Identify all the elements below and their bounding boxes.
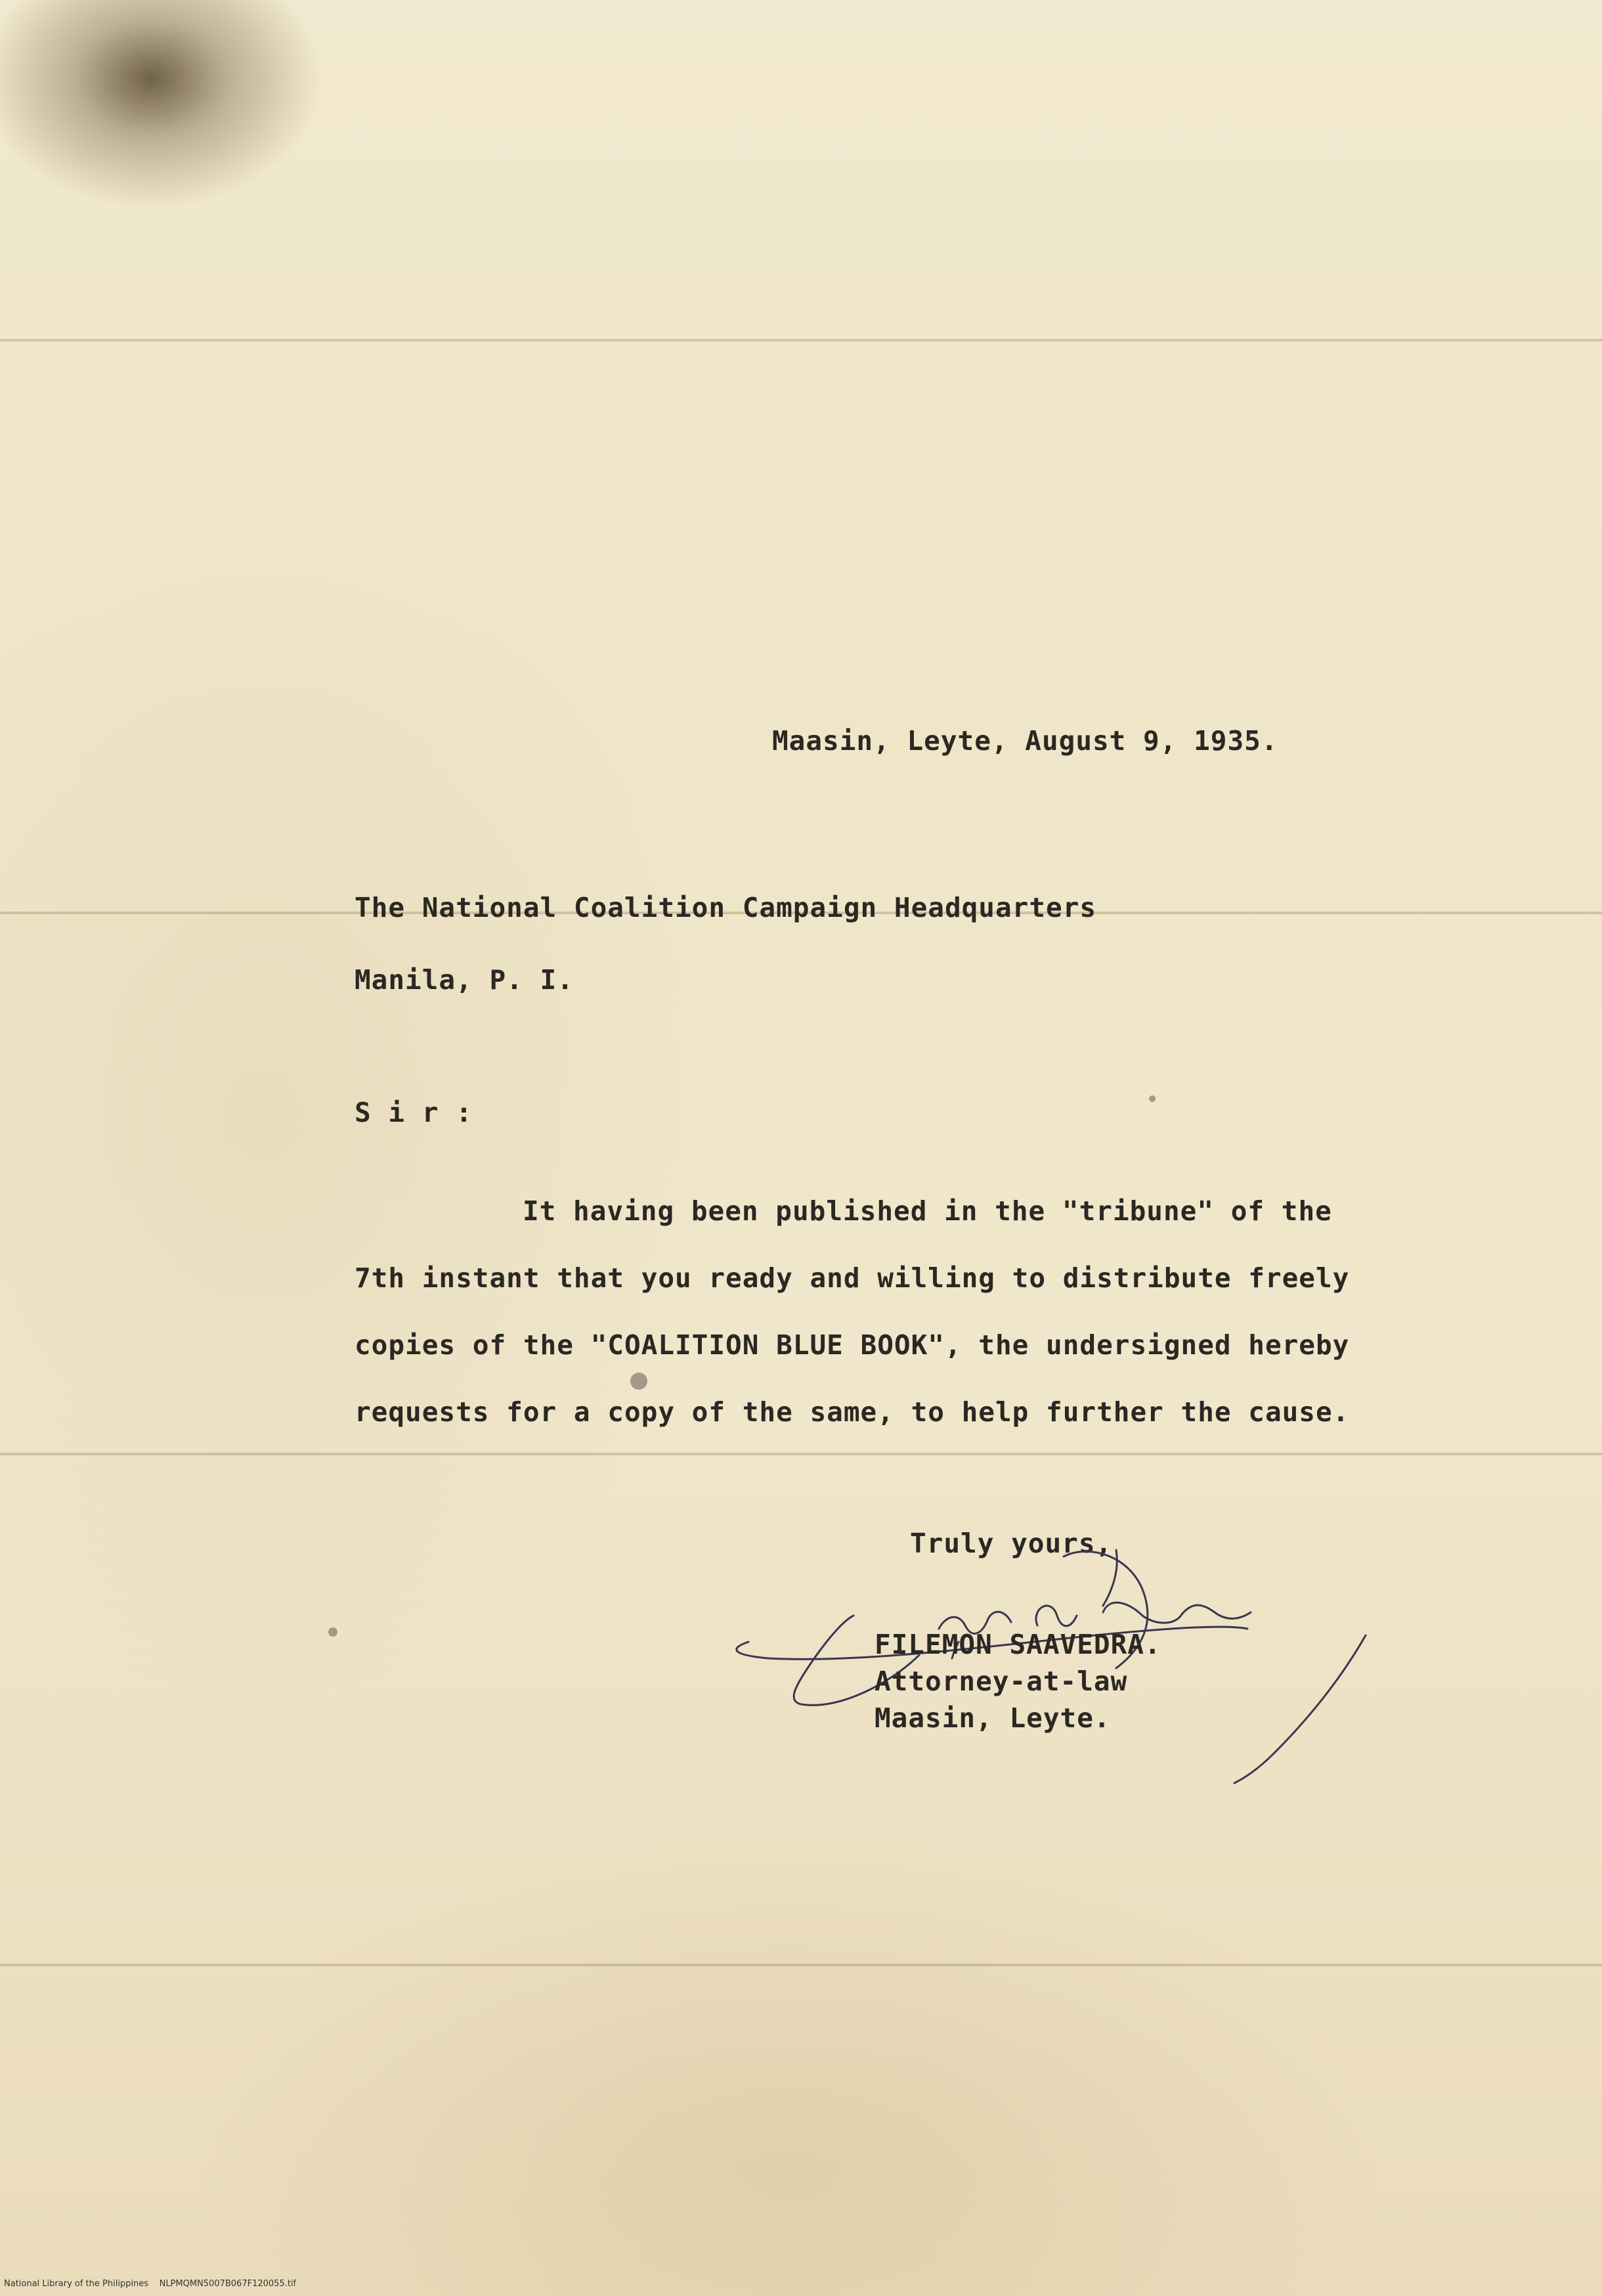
paper-fold-line [0, 1453, 1602, 1455]
archive-source: National Library of the Philippines [4, 2279, 149, 2289]
paper-fold-line [0, 339, 1602, 342]
letter-date: Maasin, Leyte, August 9, 1935. [772, 725, 1278, 757]
body-line: 7th instant that you ready and willing to distribute freely [355, 1262, 1350, 1294]
ink-spot [328, 1627, 337, 1637]
recipient-address: Manila, P. I. [355, 964, 574, 996]
archive-file-id: NLPMQMN5007B067F120055.tif [159, 2279, 297, 2289]
closing: Truly yours, [910, 1528, 1113, 1559]
signatory-place: Maasin, Leyte. [875, 1702, 1111, 1734]
salutation: S i r : [355, 1097, 473, 1128]
signatory-name: FILEMON SAAVEDRA. [875, 1629, 1161, 1660]
body-line: copies of the "COALITION BLUE BOOK", the undersigned hereby [355, 1329, 1350, 1361]
body-line: It having been published in the "tribune" of the [523, 1195, 1332, 1227]
signatory-title: Attorney-at-law [875, 1666, 1128, 1697]
recipient-name: The National Coalition Campaign Headquarters [355, 892, 1097, 923]
paper-fold-line [0, 1964, 1602, 1966]
ink-spot [1149, 1095, 1156, 1102]
ink-spot [630, 1373, 647, 1390]
body-line: requests for a copy of the same, to help further the cause. [355, 1396, 1350, 1428]
archive-footer [4, 2279, 296, 2289]
